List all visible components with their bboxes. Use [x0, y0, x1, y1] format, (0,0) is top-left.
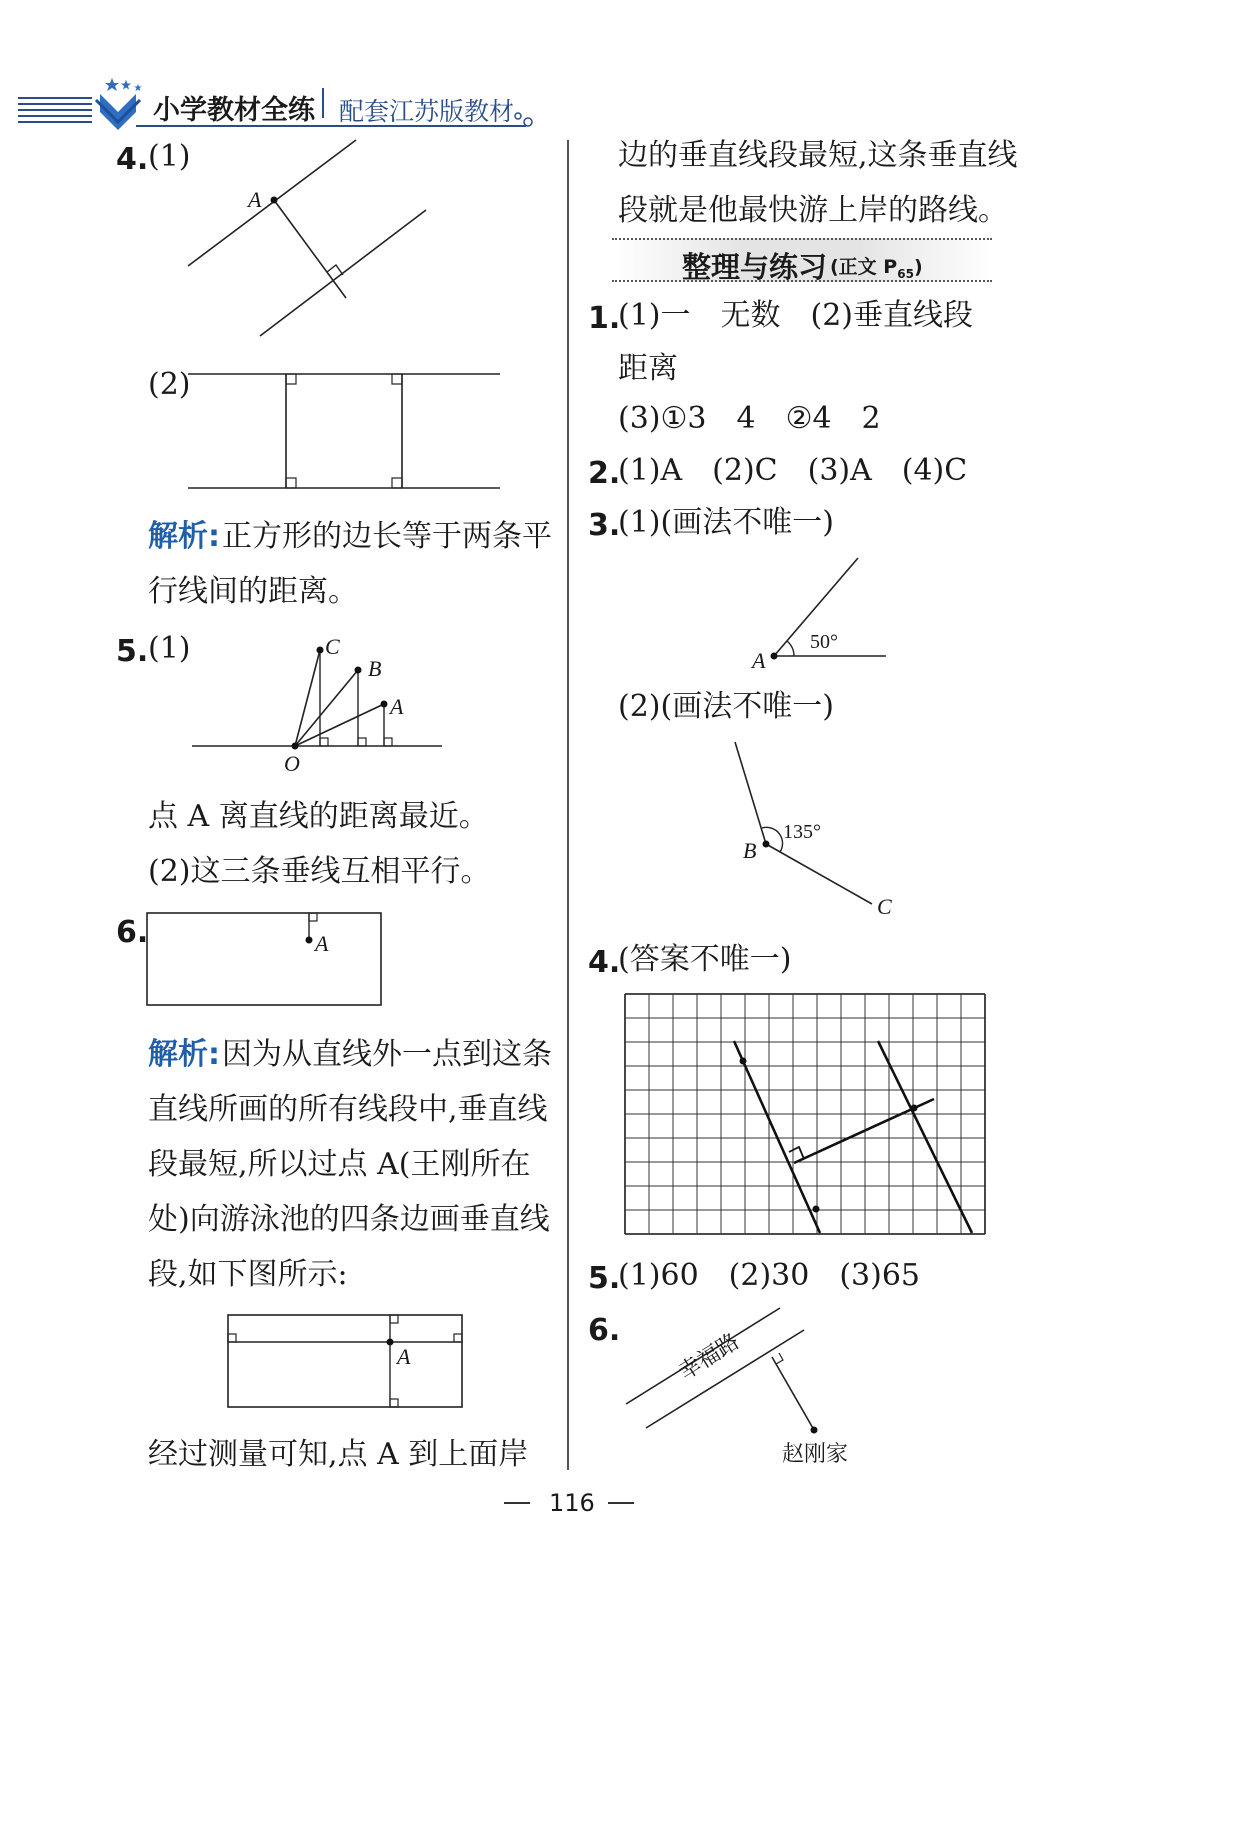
- analysis-text: 行线间的距离。: [148, 574, 358, 609]
- analysis-text: 直线所画的所有线段中,垂直线: [148, 1092, 548, 1127]
- perpendiculars-diagram: [192, 640, 452, 770]
- part-label: (1): [148, 631, 191, 666]
- section-ref-close: ): [913, 256, 923, 278]
- point-label: C: [325, 634, 340, 659]
- point-label: A: [390, 694, 404, 719]
- answer-text: (3)①3 4 ②4 2: [618, 401, 881, 436]
- point-label: A: [397, 1344, 411, 1369]
- question-number: 5.: [588, 1261, 621, 1296]
- part-label: (2): [148, 367, 191, 402]
- analysis-text: 处)向游泳池的四条边画垂直线: [148, 1202, 550, 1237]
- home-label: 赵刚家: [782, 1442, 849, 1467]
- answer-text: (2)(画法不唯一): [618, 689, 834, 724]
- question-number: 6.: [588, 1313, 621, 1348]
- analysis-label: 解析:: [148, 519, 220, 554]
- footer-dash-left: [504, 1502, 530, 1504]
- section-ref-page: 65: [897, 266, 914, 281]
- pool-diagram: [146, 912, 386, 1008]
- section-ref-text: (正文 P: [830, 256, 898, 278]
- question-number: 6.: [116, 915, 149, 950]
- analysis-text: 段就是他最快游上岸的路线。: [618, 193, 1008, 228]
- angle-label: 135°: [783, 821, 821, 843]
- parallel-lines-diagram: [188, 138, 488, 348]
- answer-text: (答案不唯一): [618, 942, 792, 977]
- answer-text: (1)A (2)C (3)A (4)C: [618, 453, 968, 488]
- analysis-text: 边的垂直线段最短,这条垂直线: [618, 138, 1018, 173]
- pool-perpendiculars-diagram: [226, 1312, 476, 1412]
- question-number: 5.: [116, 634, 149, 669]
- answer-text: 点 A 离直线的距离最近。: [148, 799, 489, 834]
- answer-text: (1)一 无数 (2)垂直线段: [618, 298, 973, 333]
- analysis-text: 因为从直线外一点到这条: [222, 1037, 552, 1072]
- part-label: (1): [148, 139, 191, 174]
- question-number: 4.: [588, 945, 621, 980]
- analysis-text: 经过测量可知,点 A 到上面岸: [148, 1437, 529, 1472]
- angle-label: 50°: [810, 631, 838, 653]
- question-number: 1.: [588, 301, 621, 336]
- point-label: C: [877, 894, 892, 919]
- answer-text: (1)60 (2)30 (3)65: [618, 1258, 921, 1293]
- point-label: A: [752, 648, 766, 673]
- footer-dash-right: [608, 1502, 634, 1504]
- point-label: A: [248, 187, 262, 212]
- point-label: O: [284, 751, 300, 776]
- square-between-parallels-diagram: [188, 370, 508, 500]
- answer-text: (2)这三条垂线互相平行。: [148, 854, 491, 889]
- page-number: 116: [549, 1489, 595, 1517]
- analysis-text: 正方形的边长等于两条平: [222, 519, 552, 554]
- question-number: 2.: [588, 456, 621, 491]
- point-label: A: [315, 931, 329, 956]
- section-title: 整理与练习: [682, 250, 828, 284]
- point-label: B: [368, 656, 382, 681]
- road-diagram: [624, 1306, 824, 1436]
- grid-diagram: [624, 993, 986, 1235]
- road-label: 幸福路: [674, 1329, 744, 1386]
- book-subtitle: 配套江苏版教材: [339, 97, 515, 126]
- question-number: 3.: [588, 508, 621, 543]
- column-divider: [567, 140, 569, 1470]
- question-number: 4.: [116, 142, 149, 177]
- answer-text: (1)(画法不唯一): [618, 505, 834, 540]
- point-label: B: [743, 838, 757, 863]
- section-ref: [830, 252, 923, 281]
- analysis-text: 段最短,所以过点 A(王刚所在: [148, 1147, 531, 1182]
- answer-text: 距离: [618, 351, 678, 386]
- header-underline: [136, 110, 556, 140]
- analysis-text: 段,如下图所示:: [148, 1257, 348, 1292]
- analysis-label: 解析:: [148, 1037, 220, 1072]
- book-title: 小学教材全练: [153, 95, 315, 126]
